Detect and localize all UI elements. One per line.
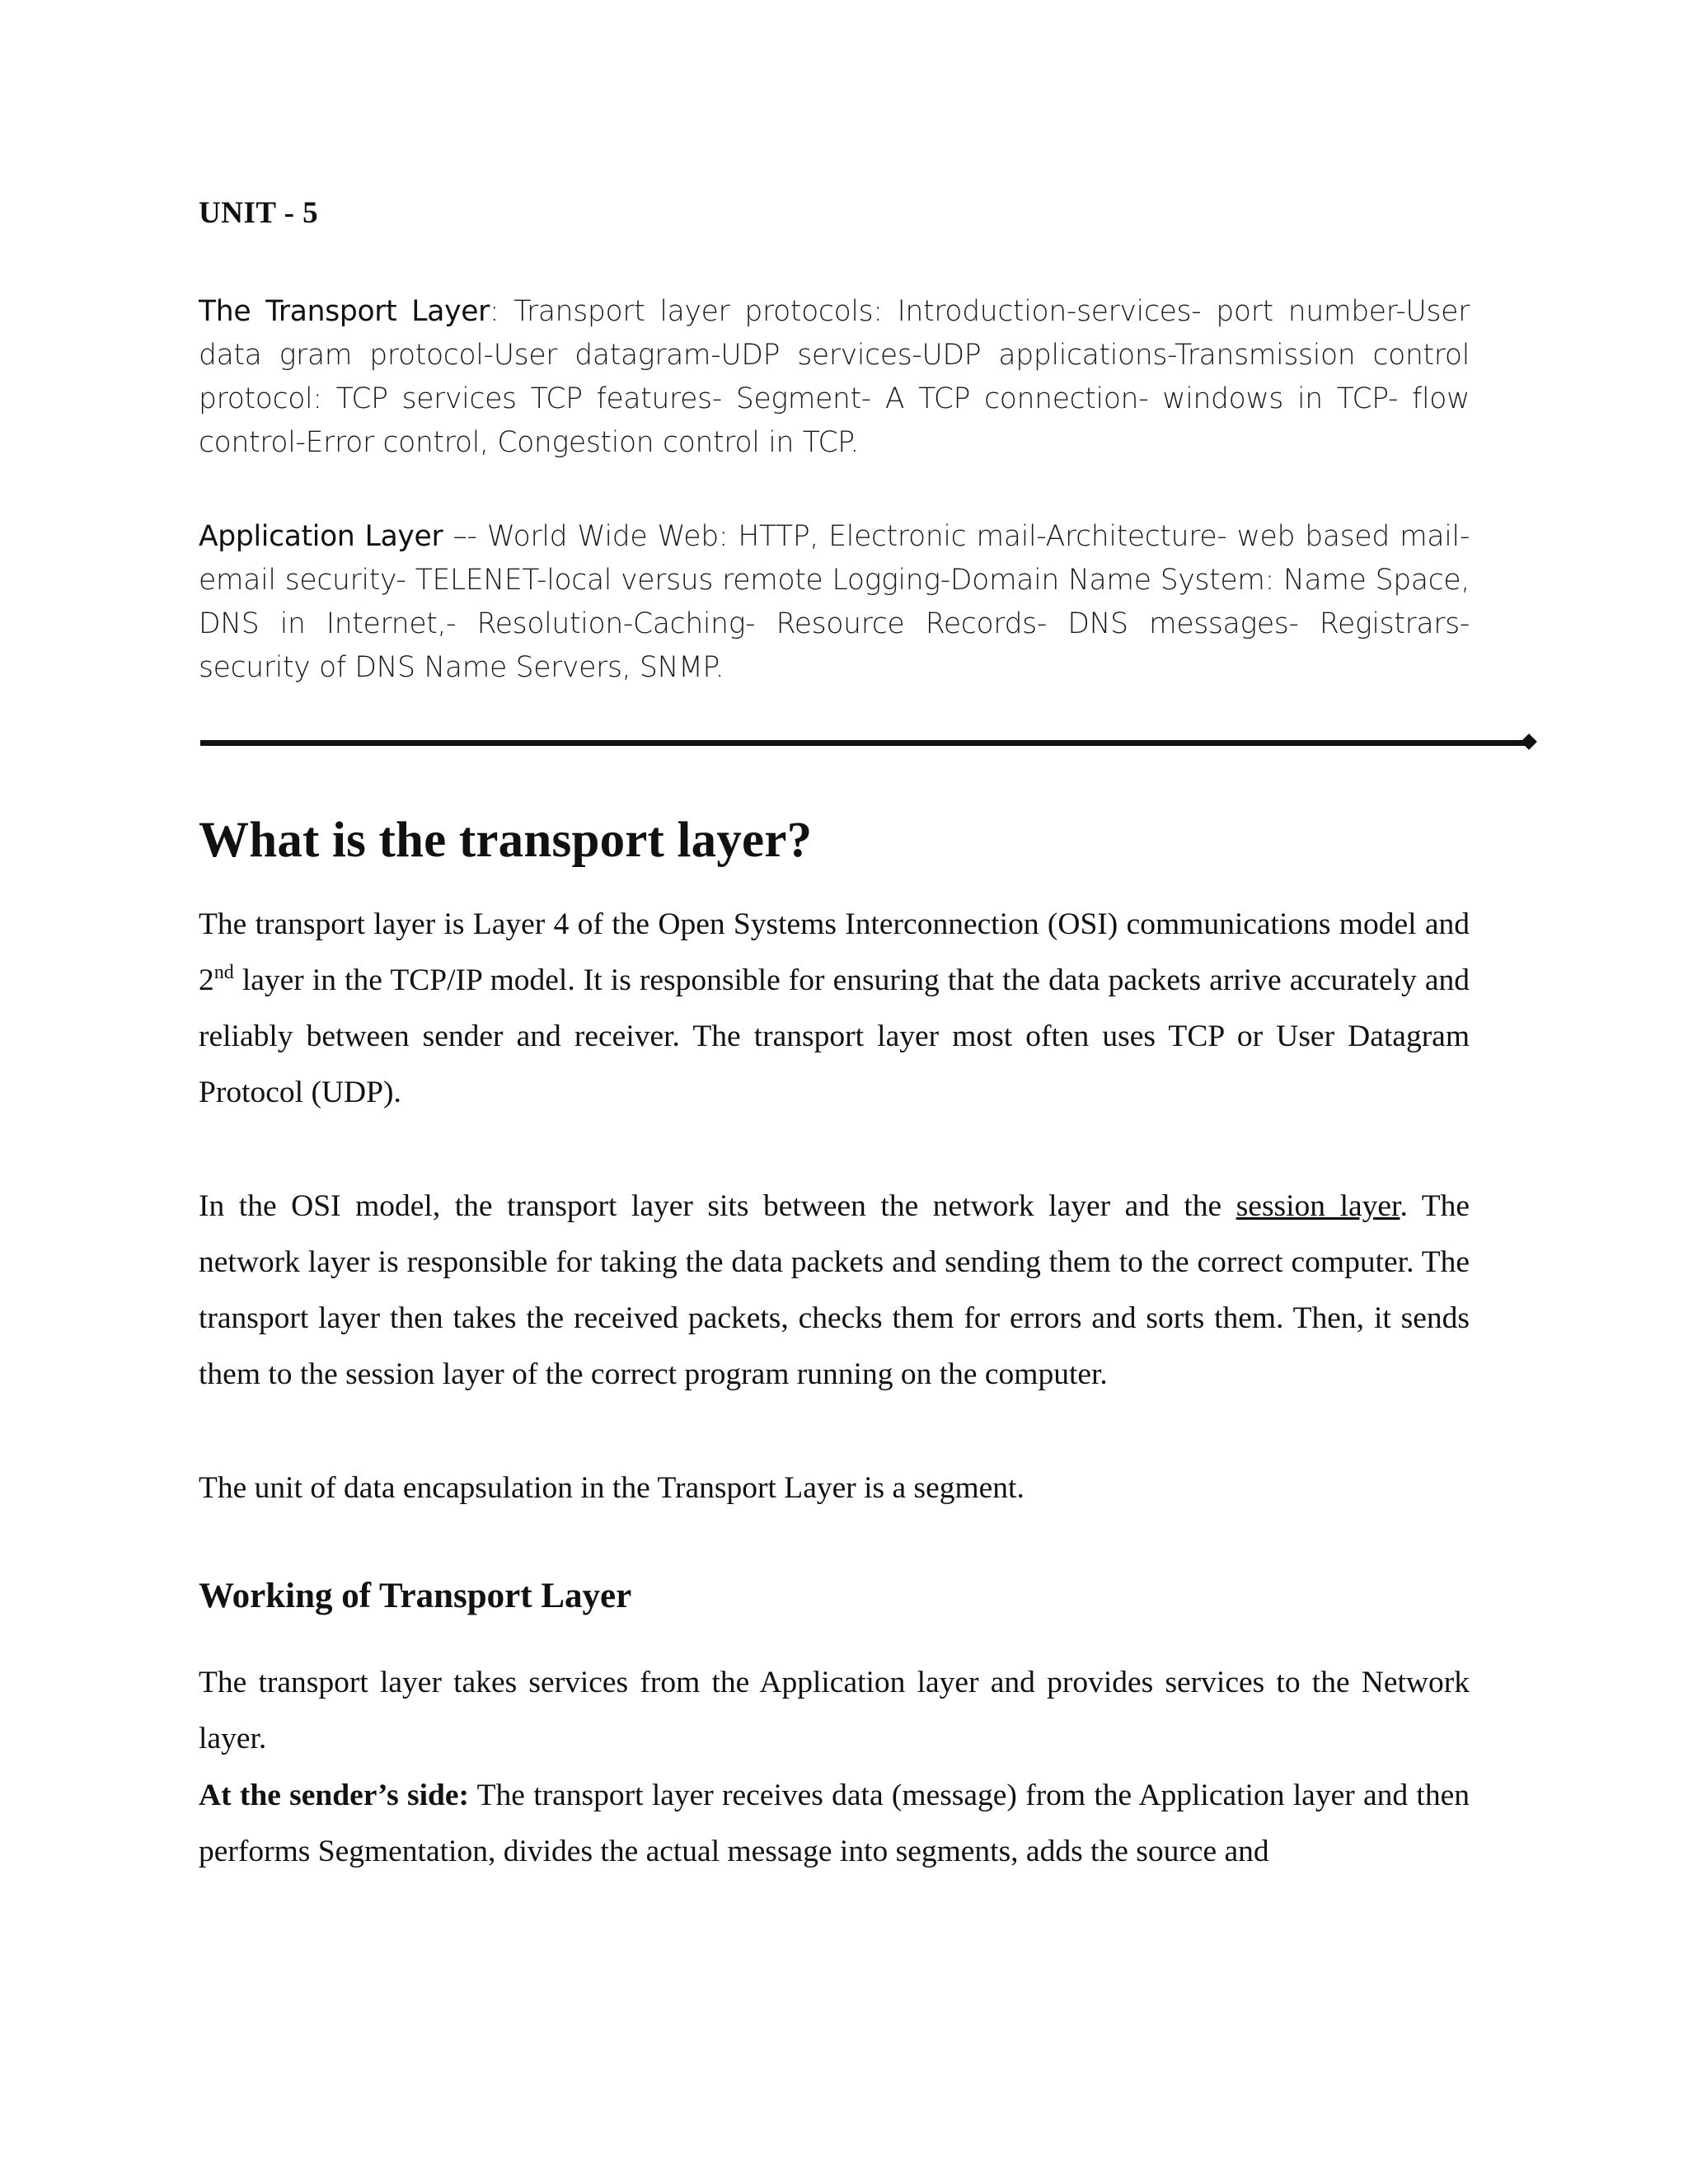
- session-layer-link[interactable]: session layer: [1236, 1189, 1400, 1223]
- paragraph-osi-model: [199, 1179, 1470, 1403]
- section-title: What is the transport layer?: [199, 813, 813, 868]
- superscript-nd: nd: [213, 962, 234, 983]
- syllabus-application-text: –- World Wide Web: HTTP, Electronic mail-Architecture- web based mail-email security- TELENET-local versus remote Logging-Domain Name System: Name Space, DNS in Internet,- Resolution-Caching- Resource Records- DNS messages- Registrars-security of DNS Name Servers, SNMP.: [199, 520, 1470, 684]
- paragraph2-part1: In the OSI model, the transport layer sits between the network layer and the: [199, 1189, 1236, 1223]
- paragraph-working: The transport layer takes services from the Application layer and provides services to the Network layer.: [199, 1666, 1470, 1755]
- sender-side-text: The transport layer receives data (message) from the Application layer and then performs Segmentation, divides the actual message into segments, adds the source and: [199, 1779, 1470, 1868]
- syllabus-transport-text: : Transport layer protocols: Introduction-services- port number-User data gram protocol-User datagram-UDP services-UDP applications-Transmission control protocol: TCP services TCP features- Segment- A TCP connection- windows in TCP- flow control-Error control, Congestion control in TCP.: [199, 295, 1470, 459]
- unit-heading: UNIT - 5: [199, 196, 319, 230]
- divider-diamond-icon: [1521, 733, 1537, 750]
- paragraph-transport-layer-intro: [199, 897, 1470, 1121]
- syllabus-application-layer: [199, 515, 1470, 690]
- paragraph-sender-side: [199, 1768, 1470, 1880]
- paragraph-encapsulation: The unit of data encapsulation in the Transport Layer is a segment.: [199, 1471, 1025, 1505]
- syllabus-transport-layer: [199, 290, 1470, 465]
- paragraph1-part2: layer in the TCP/IP model. It is responsible for ensuring that the data packets arrive accurately and reliably between sender and receiver. The transport layer most often uses TCP or User Datagram Protocol (UDP).: [199, 963, 1470, 1109]
- horizontal-divider: [200, 740, 1527, 746]
- subsection-title: Working of Transport Layer: [199, 1577, 632, 1615]
- sender-side-label: At the sender’s side:: [199, 1779, 470, 1812]
- syllabus-transport-label: The Transport Layer: [199, 295, 490, 328]
- syllabus-application-label: Application Layer: [199, 520, 443, 553]
- paragraph2-part2: . The network layer is responsible for taking the data packets and sending them to the correct computer. The transport layer then takes the received packets, checks them for errors and sorts them. Then, it sends them to the session layer of the correct program running on the computer.: [199, 1189, 1470, 1391]
- paragraph1-part1: The transport layer is Layer 4 of the Open Systems Interconnection (OSI) communications model and 2: [199, 907, 1470, 997]
